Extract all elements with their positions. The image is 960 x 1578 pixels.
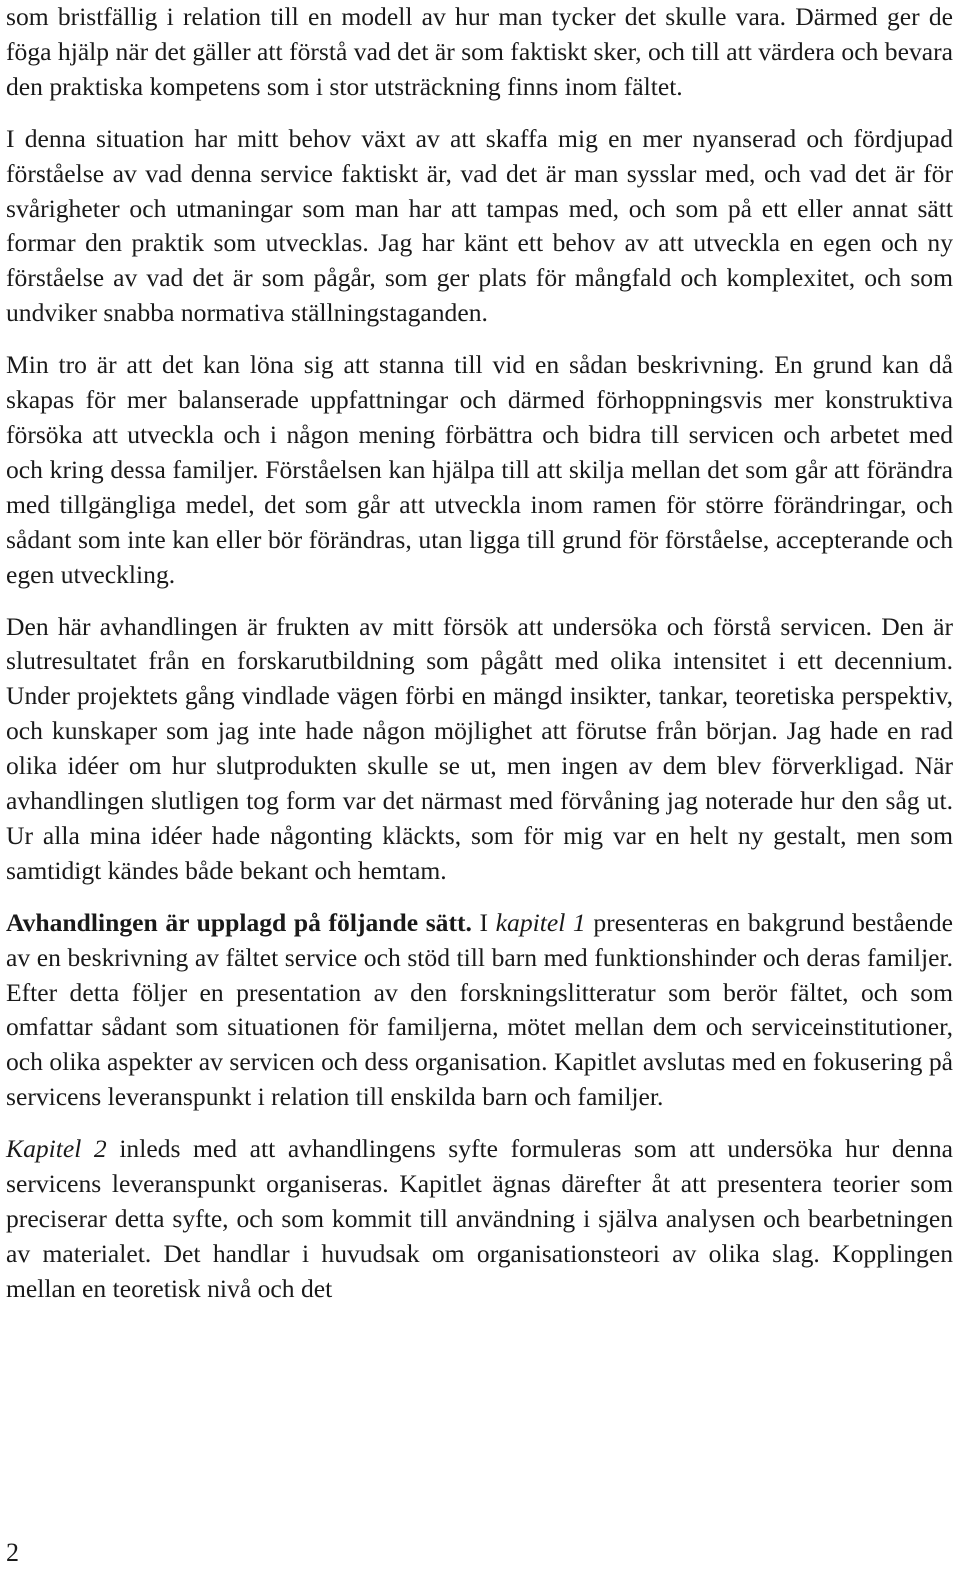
paragraph-6 [6, 1132, 953, 1307]
page-number: 2 [6, 1538, 19, 1567]
paragraph-5-pre-italic: I [471, 907, 496, 937]
paragraph-5-italic: kapitel 1 [495, 907, 586, 937]
paragraph-6-italic: Kapitel 2 [6, 1134, 107, 1164]
paragraph-3: Min tro är att det kan löna sig att stanna till vid en sådan beskrivning. En grund kan då skapas för mer balanserade uppfattningar och därmed förhoppningsvis mer konstruktiva försöka att utveckla och i någon mening förbättra och bidra till servicen och arbetet med och kring dessa familjer. Förståelsen kan hjälpa till att skilja mellan det som går att förändra med tillgängliga medel, det som går att utveckla inom ramen för större förändringar, och sådant som inte kan eller bör förändras, utan ligga till grund för förståelse, accepterande och egen utveckling. [6, 350, 953, 589]
paragraph-6-text: inleds med att avhandlingens syfte formuleras som att undersöka hur denna servicens leveranspunkt organiseras. Kapitlet ägnas därefter åt att presentera teorier som preciserar detta syfte, och som kommit till användning i själva analysen och bearbetningen av materialet. Det handlar i huvudsak om organisationsteori av olika slag. Kopplingen mellan en teoretisk nivå och det [6, 1134, 953, 1303]
paragraph-5 [6, 906, 953, 1115]
paragraph-1: som bristfällig i relation till en modell av hur man tycker det skulle vara. Därmed ger de föga hjälp när det gäller att förstå vad det är som faktiskt sker, och till att värdera och bevara den praktiska kompetens som i stor utsträckning finns inom fältet. [6, 2, 953, 101]
paragraph-4: Den här avhandlingen är frukten av mitt försök att undersöka och förstå servicen. Den är slutresultatet från en forskarutbildning som pågått med olika intensitet i ett decennium. Under projektets gång vindlade vägen förbi en mängd insikter, tankar, teoretiska perspektiv, och kunskaper som jag inte hade någon möjlighet att förutse från början. Jag hade en rad olika idéer om hur slutprodukten skulle se ut, men ingen av dem blev förverkligad. När avhandlingen slutligen tog form var det närmast med förvåning jag noterade hur den såg ut. Ur alla mina idéer hade någonting kläckts, som för mig var en helt ny gestalt, men som samtidigt kändes både bekant och hemtam. [6, 611, 953, 885]
paragraph-5-bold-lead: Avhandlingen är upplagd på följande sätt. [6, 907, 472, 937]
paragraph-5-text: presenteras en bakgrund bestående av en beskrivning av fältet service och stöd till barn med funktionshinder och deras familjer. Efter detta följer en presentation av den forskningslitteratur som berör fältet, och som omfattar sådant som situationen för familjerna, mötet mellan dem och serviceinstitutioner, och olika aspekter av servicen och dess organisation. Kapitlet avslutas med en fokusering på servicens leveranspunkt i relation till enskilda barn och familjer. [6, 907, 953, 1112]
paragraph-2: I denna situation har mitt behov växt av att skaffa mig en mer nyanserad och fördjupad förståelse av vad denna service faktiskt är, vad det är man sysslar med, och vad det är för svårigheter och utmaningar som man har att tampas med, och som på ett eller annat sätt formar den praktik som utvecklas. Jag har känt ett behov av att utveckla en egen och ny förståelse av vad det är som pågår, som ger plats för mångfald och komplexitet, och som undviker snabba normativa ställningstaganden. [6, 123, 953, 328]
document-page [6, 0, 953, 1307]
